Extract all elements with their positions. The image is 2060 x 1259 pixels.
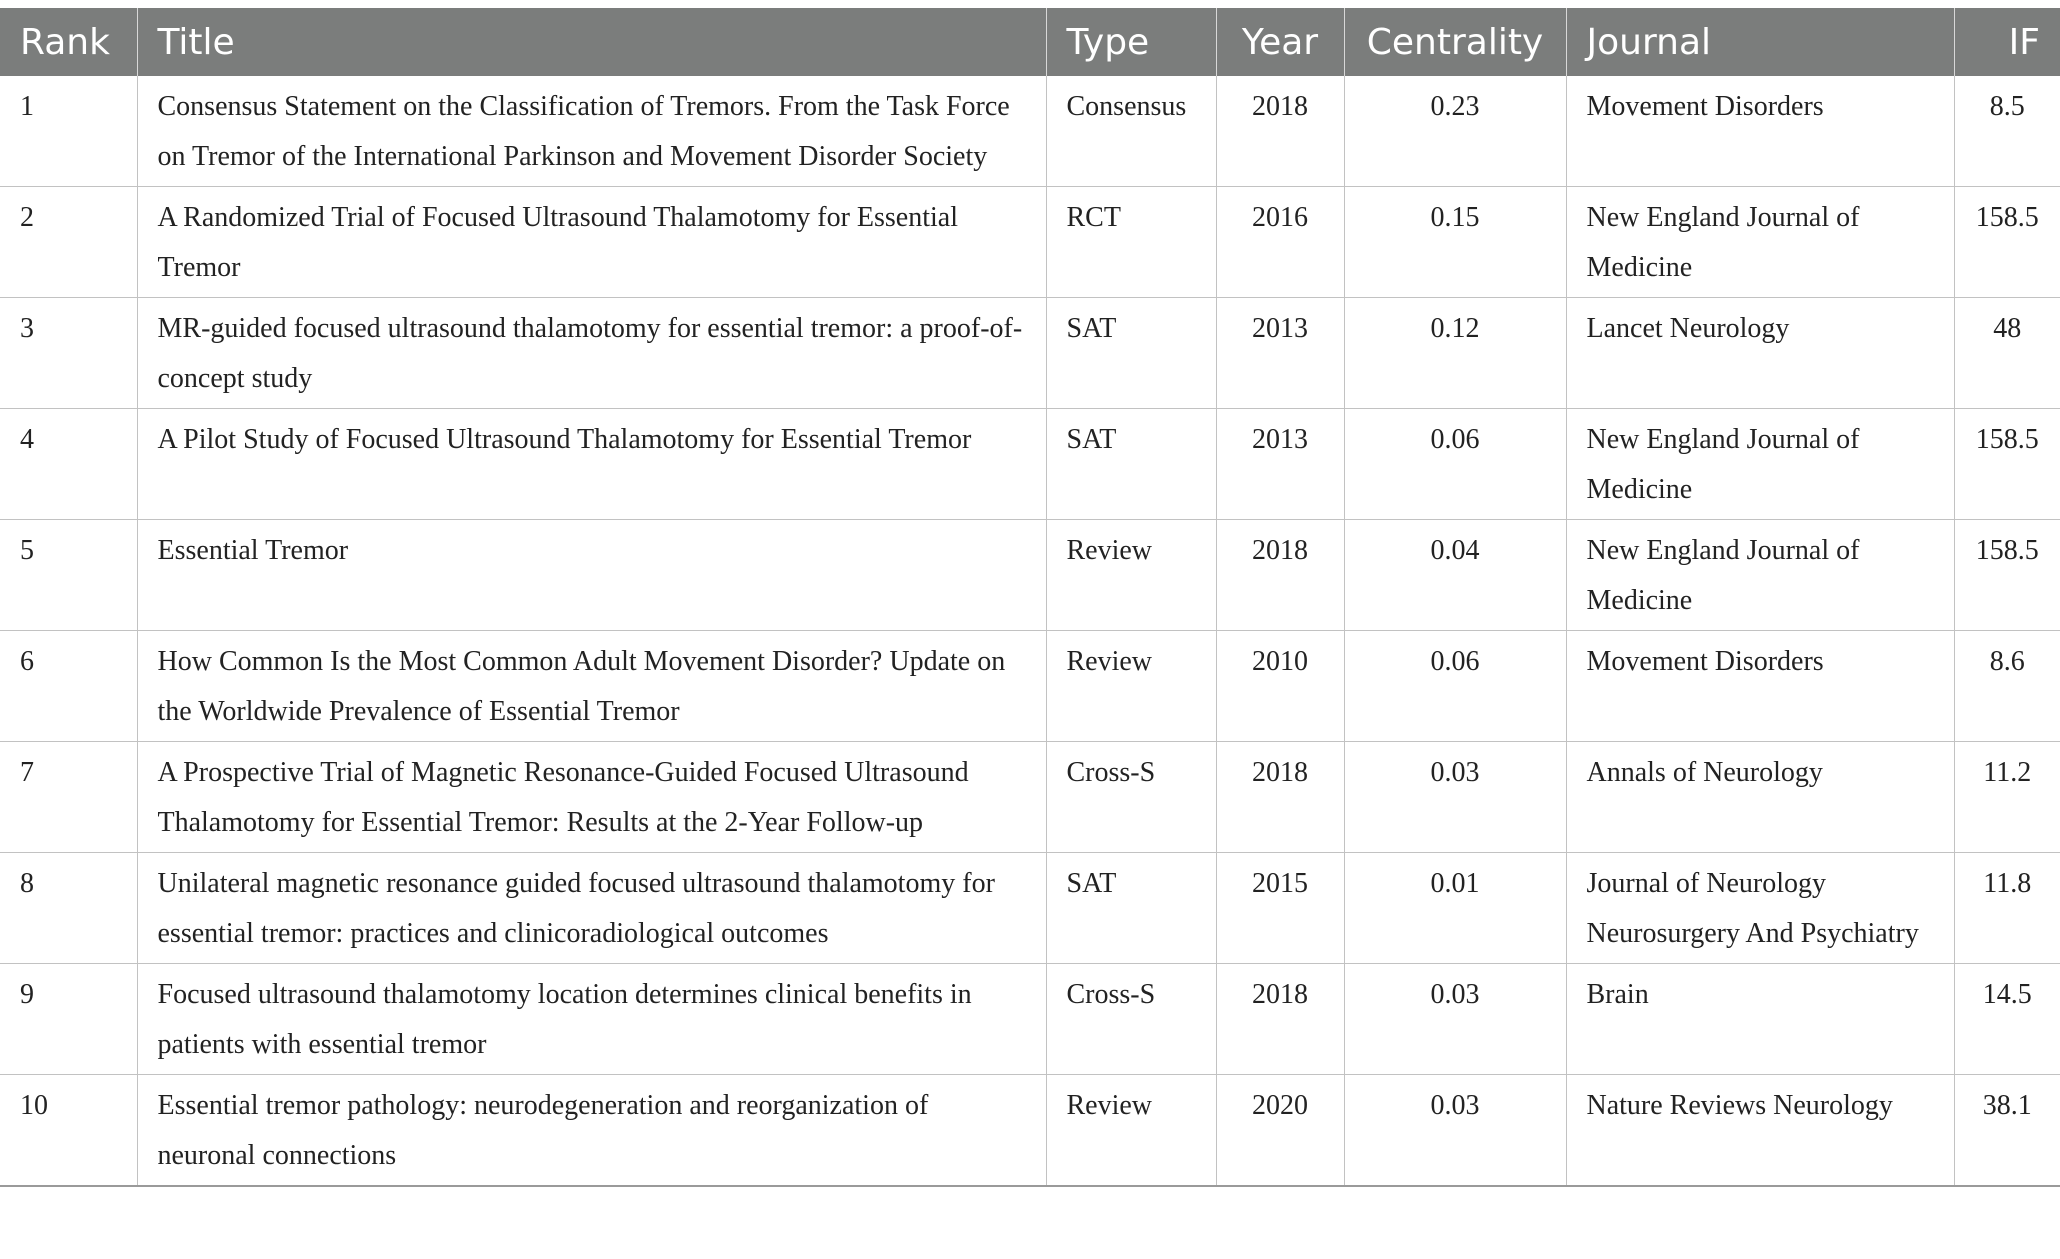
header-centrality: Centrality (1344, 8, 1566, 76)
cell-title: A Randomized Trial of Focused Ultrasound Thalamotomy for Essential Tremor (137, 187, 1046, 298)
cell-centrality: 0.23 (1344, 76, 1566, 187)
header-if: IF (1954, 8, 2060, 76)
table-row (0, 187, 2060, 298)
cell-centrality: 0.06 (1344, 409, 1566, 520)
header-title: Title (137, 8, 1046, 76)
cell-rank: 10 (0, 1075, 137, 1187)
cell-rank: 5 (0, 520, 137, 631)
cell-year: 2020 (1216, 1075, 1344, 1187)
cell-type: RCT (1046, 187, 1216, 298)
cell-type: Consensus (1046, 76, 1216, 187)
cell-title: Essential tremor pathology: neurodegeneration and reorganization of neuronal connections (137, 1075, 1046, 1187)
table-row (0, 76, 2060, 187)
cell-journal: Journal of Neurology Neurosurgery And Psychiatry (1566, 853, 1954, 964)
cell-if: 158.5 (1954, 409, 2060, 520)
cell-journal: Movement Disorders (1566, 631, 1954, 742)
cell-centrality: 0.03 (1344, 964, 1566, 1075)
table-row (0, 964, 2060, 1075)
cell-title: A Prospective Trial of Magnetic Resonance-Guided Focused Ultrasound Thalamotomy for Essential Tremor: Results at the 2-Year Follow-up (137, 742, 1046, 853)
cell-if: 11.2 (1954, 742, 2060, 853)
cell-rank: 2 (0, 187, 137, 298)
cell-centrality: 0.12 (1344, 298, 1566, 409)
cell-title: Focused ultrasound thalamotomy location determines clinical benefits in patients with essential tremor (137, 964, 1046, 1075)
cell-title: MR-guided focused ultrasound thalamotomy for essential tremor: a proof-of-concept study (137, 298, 1046, 409)
cell-if: 158.5 (1954, 520, 2060, 631)
cell-if: 14.5 (1954, 964, 2060, 1075)
table-row (0, 742, 2060, 853)
table-row (0, 853, 2060, 964)
cell-type: SAT (1046, 853, 1216, 964)
cell-journal: Nature Reviews Neurology (1566, 1075, 1954, 1187)
header-rank: Rank (0, 8, 137, 76)
cell-centrality: 0.01 (1344, 853, 1566, 964)
cell-if: 48 (1954, 298, 2060, 409)
cell-type: Review (1046, 631, 1216, 742)
cell-centrality: 0.06 (1344, 631, 1566, 742)
cell-type: Review (1046, 520, 1216, 631)
cell-year: 2015 (1216, 853, 1344, 964)
cell-year: 2018 (1216, 520, 1344, 631)
cell-type: Review (1046, 1075, 1216, 1187)
cell-centrality: 0.04 (1344, 520, 1566, 631)
table-row (0, 631, 2060, 742)
cell-journal: Lancet Neurology (1566, 298, 1954, 409)
cell-type: Cross-S (1046, 964, 1216, 1075)
cell-rank: 6 (0, 631, 137, 742)
cell-if: 11.8 (1954, 853, 2060, 964)
cell-centrality: 0.15 (1344, 187, 1566, 298)
cell-title: Unilateral magnetic resonance guided focused ultrasound thalamotomy for essential tremor: practices and clinicoradiological outcomes (137, 853, 1046, 964)
cell-year: 2016 (1216, 187, 1344, 298)
cell-journal: New England Journal of Medicine (1566, 520, 1954, 631)
cell-title: How Common Is the Most Common Adult Movement Disorder? Update on the Worldwide Prevalence of Essential Tremor (137, 631, 1046, 742)
header-journal: Journal (1566, 8, 1954, 76)
cell-if: 158.5 (1954, 187, 2060, 298)
cell-if: 38.1 (1954, 1075, 2060, 1187)
cell-rank: 1 (0, 76, 137, 187)
table-row (0, 1075, 2060, 1187)
header-type: Type (1046, 8, 1216, 76)
cell-type: Cross-S (1046, 742, 1216, 853)
cell-journal: New England Journal of Medicine (1566, 409, 1954, 520)
cell-rank: 7 (0, 742, 137, 853)
cell-centrality: 0.03 (1344, 1075, 1566, 1187)
table-header-row (0, 8, 2060, 76)
table-row (0, 409, 2060, 520)
table-body (0, 76, 2060, 1186)
table-row (0, 298, 2060, 409)
cell-if: 8.6 (1954, 631, 2060, 742)
cell-title: Consensus Statement on the Classification of Tremors. From the Task Force on Tremor of the International Parkinson and Movement Disorder Society (137, 76, 1046, 187)
table-row (0, 520, 2060, 631)
cell-title: Essential Tremor (137, 520, 1046, 631)
cell-year: 2018 (1216, 76, 1344, 187)
table-container (0, 8, 2060, 1187)
header-year: Year (1216, 8, 1344, 76)
cell-year: 2013 (1216, 409, 1344, 520)
cell-rank: 9 (0, 964, 137, 1075)
cell-type: SAT (1046, 298, 1216, 409)
cell-journal: New England Journal of Medicine (1566, 187, 1954, 298)
cell-year: 2013 (1216, 298, 1344, 409)
cell-journal: Brain (1566, 964, 1954, 1075)
cell-year: 2018 (1216, 964, 1344, 1075)
cell-title: A Pilot Study of Focused Ultrasound Thalamotomy for Essential Tremor (137, 409, 1046, 520)
cell-type: SAT (1046, 409, 1216, 520)
cell-year: 2018 (1216, 742, 1344, 853)
references-table (0, 8, 2060, 1187)
cell-rank: 8 (0, 853, 137, 964)
cell-if: 8.5 (1954, 76, 2060, 187)
cell-journal: Movement Disorders (1566, 76, 1954, 187)
cell-journal: Annals of Neurology (1566, 742, 1954, 853)
cell-rank: 4 (0, 409, 137, 520)
cell-rank: 3 (0, 298, 137, 409)
cell-year: 2010 (1216, 631, 1344, 742)
cell-centrality: 0.03 (1344, 742, 1566, 853)
